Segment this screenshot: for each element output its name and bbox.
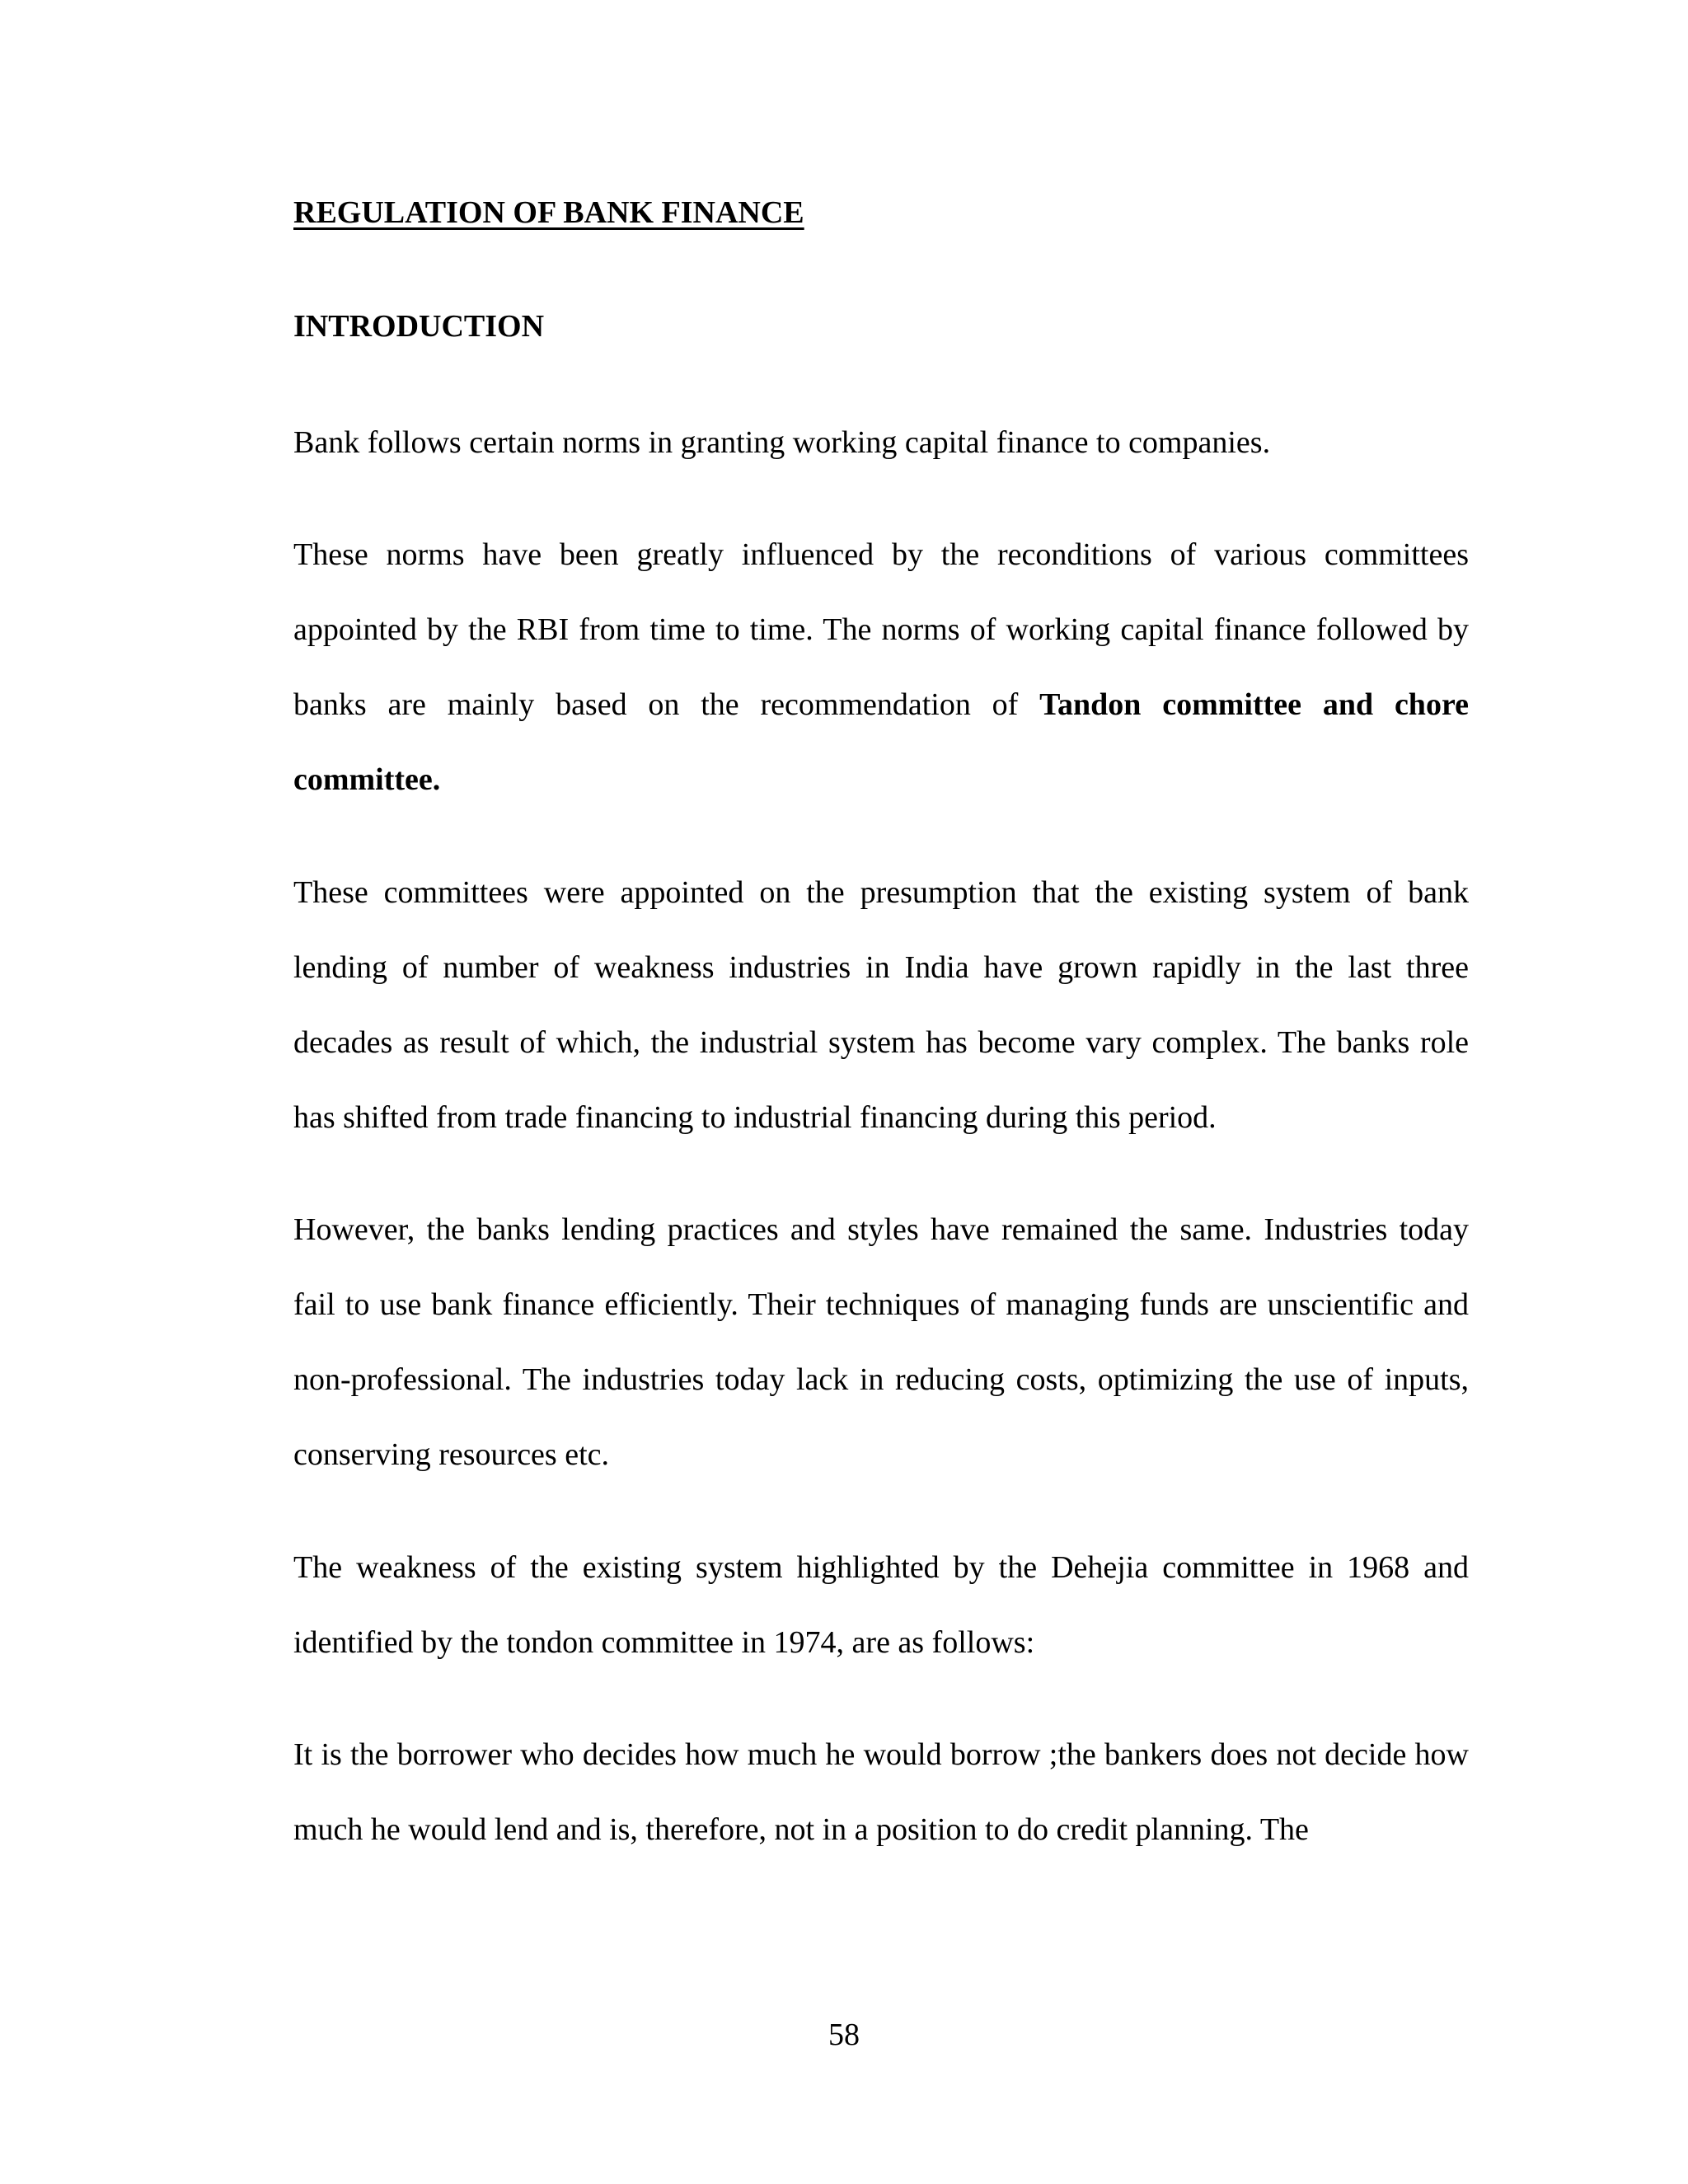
paragraph-5-text: The weakness of the existing system highlighted by the Dehejia committee in 1968 and identified by the tondon committee in 1974, are as follows:: [293, 1550, 1469, 1660]
paragraph-2-text: These norms have been greatly influenced by the reconditions of various committees appointed by the RBI from time to time. The norms of working capital finance followed by banks are mainly based on the recommendation of: [293, 537, 1469, 722]
paragraph-3-text: These committees were appointed on the presumption that the existing system of bank lending of number of weakness industries in India have grown rapidly in the last three decades as result of which, the industrial system has become vary complex. The banks role has shifted from trade financing to industrial financing during this period.: [293, 875, 1469, 1135]
paragraph-4-text: However, the banks lending practices and styles have remained the same. Industries today fail to use bank finance efficiently. Their techniques of managing funds are unscientific and non-professional. The industries today lack in reducing costs, optimizing the use of inputs, conserving resources etc.: [293, 1212, 1469, 1472]
paragraph-1-text: Bank follows certain norms in granting working capital finance to companies.: [293, 425, 1271, 460]
document-title: REGULATION OF BANK FINANCE: [293, 195, 804, 230]
paragraph-2: [293, 518, 1469, 818]
page-number: 58: [828, 2018, 860, 2052]
paragraph-1: [293, 405, 1469, 480]
paragraph-6-text: It is the borrower who decides how much he would borrow ;the bankers does not decide how much he would lend and is, therefore, not in a position to do credit planning. The: [293, 1737, 1469, 1847]
paragraph-4: [293, 1193, 1469, 1493]
paragraph-3: [293, 855, 1469, 1155]
section-heading: INTRODUCTION: [293, 309, 545, 344]
paragraph-2-bold-text: Tandon committee and chore committee.: [293, 687, 1469, 797]
paragraph-5: [293, 1530, 1469, 1680]
paragraph-6: [293, 1718, 1469, 1868]
